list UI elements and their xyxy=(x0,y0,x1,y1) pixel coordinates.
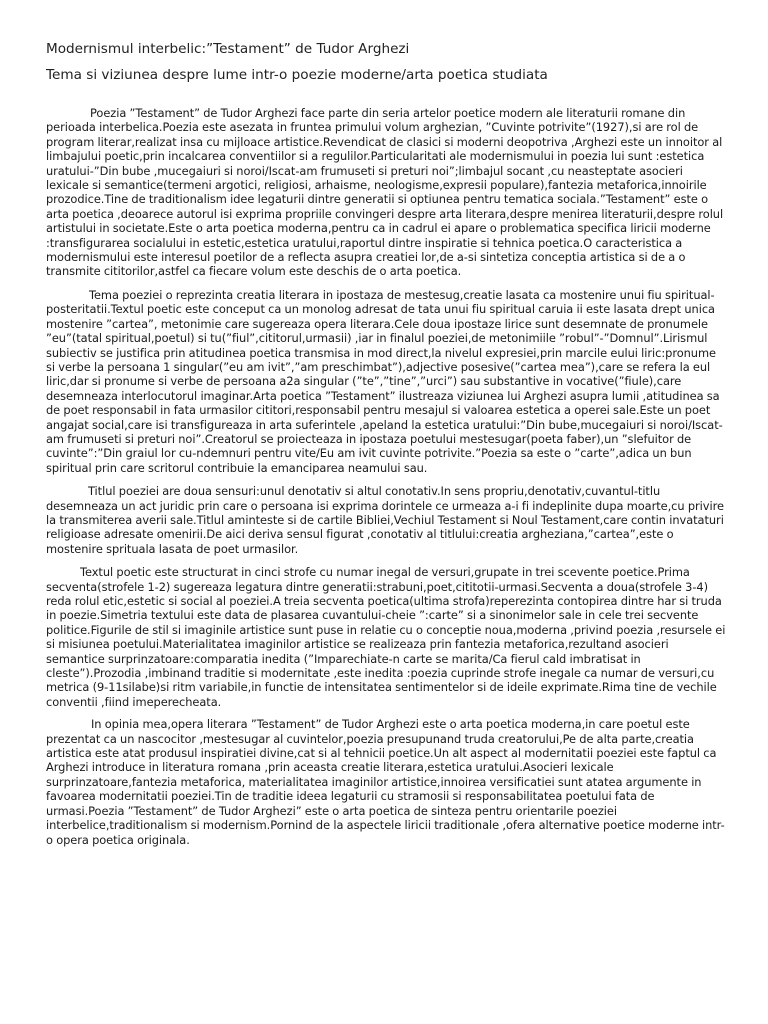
paragraph-introduction: Poezia ”Testament” de Tudor Arghezi face parte din seria artelor poetice modern ale literaturii romane din perioada interbelica.Poezia este asezata in fruntea primului volum arghezian, ”Cuvinte potrivite”(1927),si are rol de program literar,realizat insa cu mijloace artistice.Revendicat de clasici si moderni deopotriva ,Arghezi este un innoitor al limbajului poetic,prin incalcarea conventiilor si a regulilor.Particularitati ale modernismului in poezia lui sunt :estetica uratului-”Din bube ,mucegaiuri si noroi/Iscat-am frumuseti si preturi noi”;limbajul socant ,cu neasteptate asocieri lexicale si semantice(termeni argotici, religiosi, arhaisme, neologisme,expresii populare),fantezia metaforica,innoirile prozodice.Tine de traditionalism idee legaturii dintre generatii si optiunea pentru tematica sociala.”Testament” este o arta poetica ,deoarece autorul isi exprima propriile convingeri despre arta literara,despre menirea literaturii,despre rolul artistului in societate.Este o arta poetica moderna,pentru ca in cadrul ei apare o problematica specifica liricii moderne :transfigurarea socialului in estetic,estetica uratului,raportul dintre inspiratie si tehnica poetica.O caracteristica a modernismului este interesul poetilor de a reflecta asupra creatiei lor,de a-si sintetiza conceptia artistica si de a o transmite cititorilor,astfel ca fiecare volum este deschis de o arta poetica. xyxy=(46,106,724,279)
paragraph-theme: Tema poeziei o reprezinta creatia literara in ipostaza de mestesug,creatie lasata ca mostenire unui fiu spiritual-posteritatii.Textul poetic este conceput ca un monolog adresat de tata unui fiu spiritual caruia ii este lasata drept unica mostenire ”cartea”, metonimie care sugereaza opera literara.Cele doua ipostaze lirice sunt desemnate de pronumele ”eu”(tatal spiritual,poetul) si tu(”fiul”,cititorul,urmasii) ,iar in finalul poeziei,de metonimiile ”robul”-”Domnul”.Lirismul subiectiv se justifica prin atitudinea poetica transmisa in mod direct,la nivelul expresiei,prin marcile eului liric:pronume si verbe la persoana 1 singular(”eu am ivit”,”am preschimbat”),adjective posesive(”cartea mea”),care se refera la eul liric,dar si pronume si verbe de persoana a2a singular (”te”,”tine”,”urci”) sau substantive in vocative(”fiule),care desemneaza interlocutorul imaginar.Arta poetica ”Testament” ilustreaza viziunea lui Arghezi asupra lumii ,atitudinea sa de poet responsabil in fata urmasilor cititori,responsabil pentru mesajul si valoarea estetica a operei sale.Este un poet angajat social,care isi transfigureaza in arta suferintele ,apeland la estetica uratului:”Din bube,mucegaiuri si noroi/Iscat-am frumuseti si preturi noi”.Creatorul se proiecteaza in ipostaza poetului mestesugar(poeta faber),un ”slefuitor de cuvinte”:”Din graiul lor cu-ndemnuri pentru vite/Eu am ivit cuvinte potrivite.”Poezia sa este o ”carte”,adica un bun spiritual prin care scritorul contribuie la emanciparea neamului sau. xyxy=(46,287,723,475)
document-page xyxy=(46,40,726,856)
paragraph-title-meaning: Titlul poeziei are doua sensuri:unul denotativ si altul conotativ.In sens propriu,denotativ,cuvantul-titlu desemneaza un act juridic prin care o persoana isi exprima dorintele ce urmeaza a-i fi indeplinite dupa moarte,cu privire la transmiterea averii sale.Titlul aminteste si de cartile Bibliei,Vechiul Testament si Noul Testament,care contin invataturi religioase adresate omenirii.De aici deriva sensul figurat ,conotativ al titlului:creatia argheziana,”cartea”,este o mostenire sprituala lasata de poet urmasilor. xyxy=(46,484,724,556)
document-title: Modernismul interbelic:”Testament” de Tudor Arghezi xyxy=(46,41,410,57)
paragraph-conclusion: In opinia mea,opera literara ”Testament” de Tudor Arghezi este o arta poetica moderna,in care poetul este prezentat ca un nascocitor ,mestesugar al cuvintelor,poezia presupunand truda creatorului,Pe de alta parte,creatia artistica este atat produsul inspiratiei divine,cat si al tehnicii poetice.Un alt aspect al modernitatii poeziei este faptul ca Arghezi introduce in literatura romana ,prin aceasta creatie literara,estetica uratului.Asocieri lexicale surprinzatoare,fantezia metaforica, materialitatea imaginilor artistice,innoirea versificatiei sunt atatea argumente in favoarea modernitatii poeziei.Tin de traditie ideea legaturii cu stramosii si responsabilitatea poetului fata de urmasi.Poezia ”Testament” de Tudor Arghezi” este o arta poetica de sinteza pentru orientarile poeziei interbelice,traditionalism si modernism.Pornind de la aspectele liricii traditionale ,ofera alternative poetice moderne intr-o opera poetica originala. xyxy=(46,717,725,847)
paragraph-structure: Textul poetic este structurat in cinci strofe cu numar inegal de versuri,grupate in trei scevente poetice.Prima secventa(strofele 1-2) sugereaza legatura dintre generatii:strabuni,poet,cititotii-urmasi.Secventa a doua(strofele 3-4) reda rolul etic,estetic si social al poeziei.A treia secventa poetica(ultima strofa)reperezinta contopirea dintre har si truda in poezie.Simetria textului este data de plasarea cuvantului-cheie ”:carte” si a sinonimelor sale in cele trei secvente politice.Figurile de stil si imaginile artistice sunt puse in relatie cu o conceptie noua,moderna ,privind poezia ,resursele ei si misiunea poetului.Materialitatea imaginilor artistice se realizeaza prin fantezia metaforica,rezultand asocieri semantice surprinzatoare:comparatia inedita (”Imparechiate-n carte se marita/Ca fierul cald imbratisat in cleste”).Prozodia ,imbinand traditie si modernitate ,este inedita :poezia cuprinde strofe inegale ca numar de versuri,cu metrica (9-11silabe)si ritm variabile,in functie de intensitatea sentimentelor si de ideile exprimate.Rima tine de vechile conventii ,fiind imeperecheata. xyxy=(46,565,726,709)
document-subtitle: Tema si viziunea despre lume intr-o poezie moderne/arta poetica studiata xyxy=(46,67,548,83)
